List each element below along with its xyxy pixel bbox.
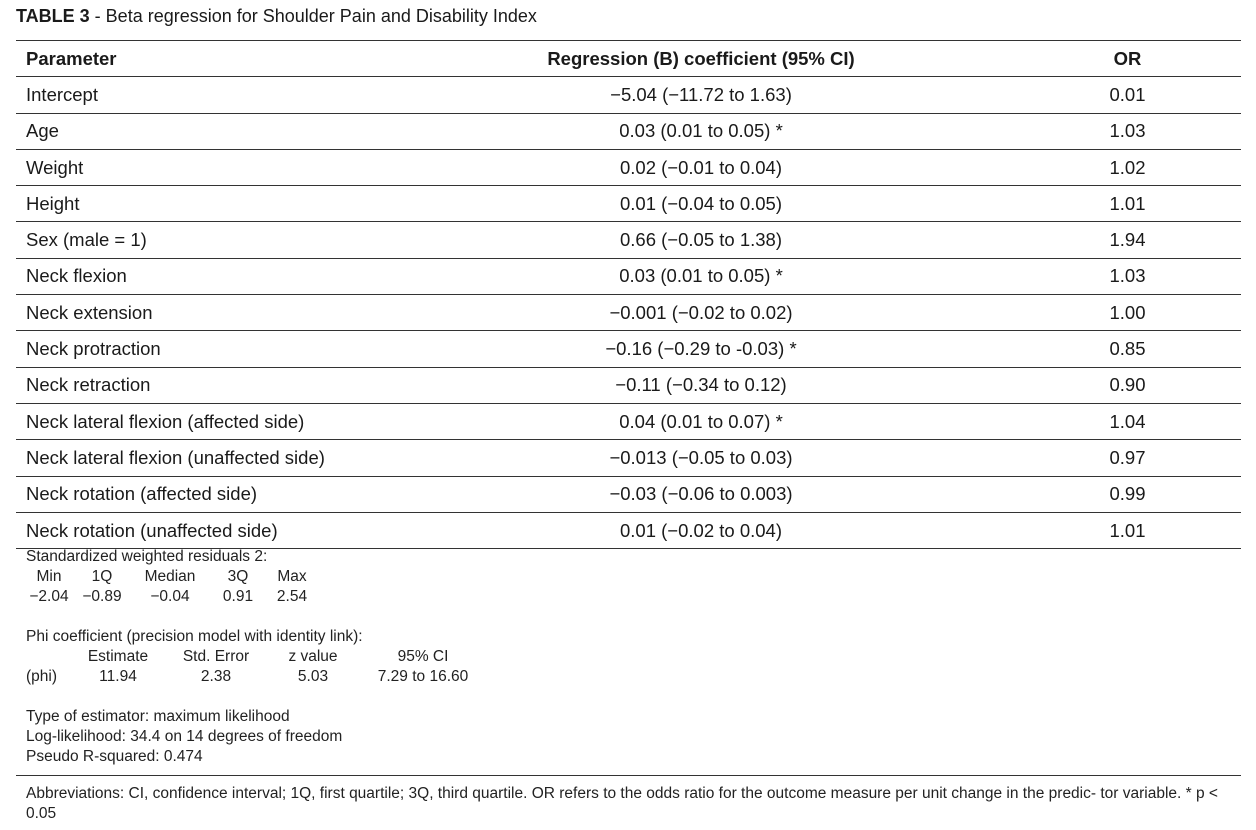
phi-value: 7.29 to 16.60 [377,668,469,685]
header-coefficient: Regression (B) coefficient (95% CI) [388,41,1014,77]
coefficient-cell: 0.03 (0.01 to 0.05) * [388,113,1014,149]
odds-ratio-cell: 1.94 [1014,222,1241,258]
regression-table [16,40,1241,549]
odds-ratio-cell: 0.97 [1014,440,1241,476]
parameter-cell: Neck retraction [16,367,388,403]
parameter-cell: Weight [16,149,388,185]
coefficient-cell: 0.04 (0.01 to 0.07) * [388,403,1014,439]
parameter-cell: Sex (male = 1) [16,222,388,258]
phi-labels [26,647,1226,667]
phi-value: 5.03 [297,668,329,685]
odds-ratio-cell: 1.00 [1014,295,1241,331]
table-row [16,476,1241,512]
odds-ratio-cell: 1.04 [1014,403,1241,439]
table-row [16,440,1241,476]
coefficient-cell: 0.66 (−0.05 to 1.38) [388,222,1014,258]
parameter-cell: Neck extension [16,295,388,331]
odds-ratio-cell: 0.90 [1014,367,1241,403]
parameter-cell: Neck flexion [16,258,388,294]
phi-label: z value [288,648,338,665]
odds-ratio-cell: 1.01 [1014,186,1241,222]
parameter-cell: Neck lateral flexion (unaffected side) [16,440,388,476]
odds-ratio-cell: 0.85 [1014,331,1241,367]
coefficient-cell: 0.01 (−0.02 to 0.04) [388,512,1014,548]
parameter-cell: Neck rotation (affected side) [16,476,388,512]
residual-label: Min [36,568,62,585]
residual-label: 1Q [91,568,113,585]
phi-value: 11.94 [99,668,137,685]
odds-ratio-cell: 1.01 [1014,512,1241,548]
residual-value: 2.54 [276,588,308,605]
table-header [16,41,1241,77]
parameter-cell: Age [16,113,388,149]
table-row [16,295,1241,331]
coefficient-cell: −0.013 (−0.05 to 0.03) [388,440,1014,476]
table-row [16,222,1241,258]
phi-value: (phi) [26,668,58,685]
table-row [16,512,1241,548]
phi-values [26,667,1226,687]
residual-value: −0.04 [150,588,190,605]
parameter-cell: Intercept [16,77,388,113]
title-separator: - [89,6,106,26]
model-notes [26,547,1226,767]
coefficient-cell: −0.001 (−0.02 to 0.02) [388,295,1014,331]
phi-label: Std. Error [182,648,250,665]
coefficient-cell: −0.03 (−0.06 to 0.003) [388,476,1014,512]
coefficient-cell: 0.02 (−0.01 to 0.04) [388,149,1014,185]
coefficient-cell: 0.03 (0.01 to 0.05) * [388,258,1014,294]
footnote-divider [16,775,1241,776]
coefficient-cell: −0.11 (−0.34 to 0.12) [388,367,1014,403]
pseudo-r-squared: Pseudo R-squared: 0.474 [26,748,203,765]
table-caption: Beta regression for Shoulder Pain and Disability Index [105,6,537,26]
estimator-type: Type of estimator: maximum likelihood [26,708,290,725]
odds-ratio-cell: 1.02 [1014,149,1241,185]
residual-value: 0.91 [222,588,254,605]
coefficient-cell: −5.04 (−11.72 to 1.63) [388,77,1014,113]
header-parameter: Parameter [16,41,388,77]
parameter-cell: Height [16,186,388,222]
odds-ratio-cell: 0.99 [1014,476,1241,512]
residuals-labels [26,567,1226,587]
odds-ratio-cell: 1.03 [1014,258,1241,294]
phi-label: Estimate [87,648,149,665]
residuals-heading: Standardized weighted residuals 2: [26,548,268,565]
table-row [16,403,1241,439]
coefficient-cell: −0.16 (−0.29 to -0.03) * [388,331,1014,367]
phi-label: 95% CI [397,648,449,665]
phi-value: 2.38 [200,668,232,685]
table-row [16,113,1241,149]
odds-ratio-cell: 0.01 [1014,77,1241,113]
phi-label [26,647,72,667]
table-row [16,149,1241,185]
table-row [16,77,1241,113]
table-row [16,367,1241,403]
phi-heading: Phi coefficient (precision model with identity link): [26,628,363,645]
odds-ratio-cell: 1.03 [1014,113,1241,149]
table-row [16,186,1241,222]
table-label: TABLE 3 [16,6,90,26]
log-likelihood: Log-likelihood: 34.4 on 14 degrees of freedom [26,728,343,745]
table-row [16,331,1241,367]
abbreviations-footnote: Abbreviations: CI, confidence interval; 1Q, first quartile; 3Q, third quartile. OR refers to the odds ratio for the outcome measure per unit change in the predic- tor variable. * p < 0.05 [26,785,1218,822]
parameter-cell: Neck lateral flexion (affected side) [16,403,388,439]
header-row [16,41,1241,77]
residual-label: Median [144,568,196,585]
residual-value: −0.89 [82,588,122,605]
parameter-cell: Neck protraction [16,331,388,367]
residuals-values [26,587,1226,607]
table-row [16,258,1241,294]
table-body [16,77,1241,549]
table-title [16,4,537,28]
residual-label: 3Q [227,568,249,585]
residual-value: −2.04 [29,588,69,605]
coefficient-cell: 0.01 (−0.04 to 0.05) [388,186,1014,222]
header-or: OR [1014,41,1241,77]
parameter-cell: Neck rotation (unaffected side) [16,512,388,548]
residual-label: Max [277,568,307,585]
